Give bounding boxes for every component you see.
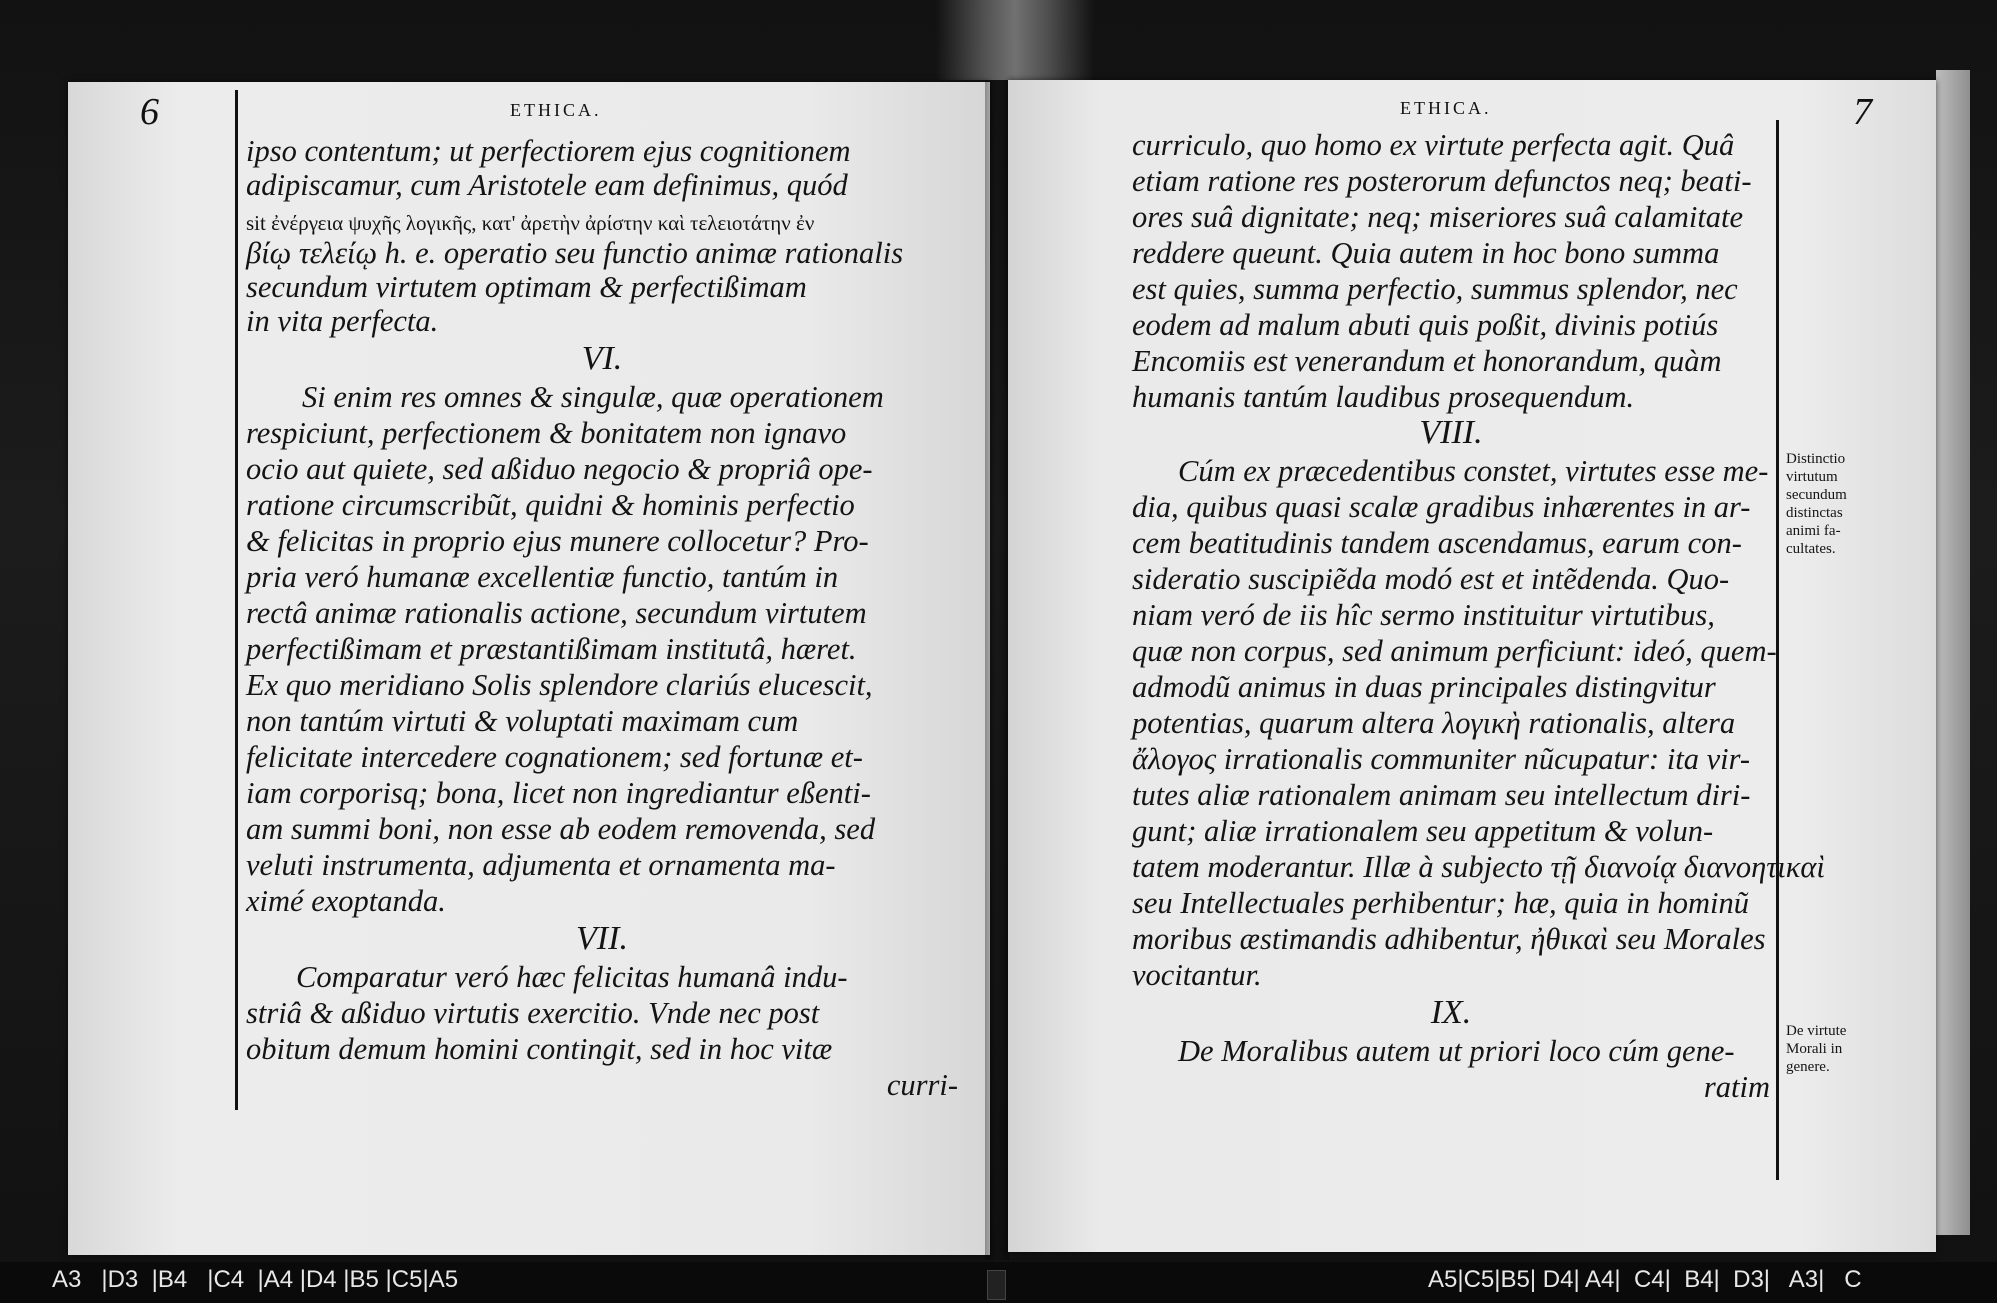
text-line: am summi boni, non esse ab eodem removenda, sed bbox=[246, 812, 876, 846]
text-line: Si enim res omnes & singulæ, quæ operationem bbox=[302, 380, 884, 414]
text-line: Ex quo meridiano Solis splendore clariús elucescit, bbox=[246, 668, 873, 702]
book-gutter bbox=[985, 80, 1009, 1260]
text-line: cem beatitudinis tandem ascendamus, earum con- bbox=[1132, 526, 1742, 560]
text-line: eodem ad malum abuti quis poßit, divinis potiús bbox=[1132, 308, 1719, 342]
text-line: striâ & aßiduo virtutis exercitio. Vnde nec post bbox=[246, 996, 820, 1030]
text-line: ipso contentum; ut perfectiorem ejus cognitionem bbox=[246, 134, 851, 168]
text-line: obitum demum homini contingit, sed in hoc vitæ bbox=[246, 1032, 833, 1066]
text-line: quæ non corpus, sed animum perficiunt: ideó, quem- bbox=[1132, 634, 1777, 668]
text-line: pria veró humanæ excellentiæ functio, tantúm in bbox=[246, 560, 839, 594]
film-labels-left: A3 |D3 |B4 |C4 |A4 |D4 |B5 |C5|A5 bbox=[52, 1266, 459, 1293]
text-line: ximé exoptanda. bbox=[246, 884, 446, 918]
text-line: seu Intellectuales perhibentur; hæ, quia in hominũ bbox=[1132, 886, 1749, 920]
text-line: felicitate intercedere cognationem; sed fortunæ et- bbox=[246, 740, 863, 774]
marginal-note: Distinctio virtutum secundum distinctas animi fa- cultates. bbox=[1786, 451, 1847, 557]
section-numeral: IX. bbox=[1430, 994, 1472, 1031]
text-line: moribus æstimandis adhibentur, ἠθικαὶ seu Morales bbox=[1132, 922, 1766, 956]
text-line: veluti instrumenta, adjumenta et ornamenta ma- bbox=[246, 848, 836, 882]
right-running-head: ETHICA. bbox=[1400, 98, 1492, 118]
text-line: humanis tantúm laudibus prosequendum. bbox=[1132, 380, 1635, 414]
catchword: ratim bbox=[1703, 1070, 1770, 1104]
text-line: ores suâ dignitate; neq; miseriores suâ calamitate bbox=[1132, 200, 1744, 234]
text-line: tutes aliæ rationalem animam seu intellectum diri- bbox=[1132, 778, 1751, 812]
film-labels-right: A5|C5|B5| D4| A4| C4| B4| D3| A3| C bbox=[1428, 1266, 1862, 1293]
section-numeral: VIII. bbox=[1419, 414, 1483, 451]
text-line: dia, quibus quasi scalæ gradibus inhærentes in ar- bbox=[1132, 490, 1751, 524]
text-line: iam corporisq; bona, licet non ingrediantur eßenti- bbox=[246, 776, 871, 810]
text-line: Cúm ex præcedentibus constet, virtutes esse me- bbox=[1178, 454, 1769, 488]
section-numeral: VII. bbox=[576, 920, 628, 957]
text-line: ratione circumscribũt, quidni & hominis perfectio bbox=[246, 488, 855, 522]
film-center-mark bbox=[987, 1270, 1006, 1300]
text-line: Comparatur veró hæc felicitas humanâ indu- bbox=[296, 960, 848, 994]
text-line: De Moralibus autem ut priori loco cúm gene- bbox=[1178, 1034, 1735, 1068]
text-line: secundum virtutem optimam & perfectißimam bbox=[246, 270, 807, 304]
text-line: respiciunt, perfectionem & bonitatem non ignavo bbox=[246, 416, 847, 450]
text-line: sit ἐνέργεια ψυχῆς λογικῆς, κατ' ἀρετὴν ἀρίστην καὶ τελειοτάτην ἐν bbox=[246, 211, 815, 235]
left-page bbox=[68, 82, 990, 1255]
left-page-number: 6 bbox=[140, 91, 159, 133]
right-page bbox=[1008, 80, 1936, 1252]
text-line: in vita perfecta. bbox=[246, 304, 439, 338]
left-running-head: ETHICA. bbox=[510, 100, 602, 120]
text-line: gunt; aliæ irrationalem seu appetitum & volun- bbox=[1132, 814, 1714, 848]
left-text-block bbox=[246, 134, 958, 1174]
marginal-note: De virtute Morali in genere. bbox=[1786, 1023, 1847, 1075]
text-line: niam veró de iis hîc sermo instituitur virtutibus, bbox=[1132, 598, 1715, 632]
left-margin-rule bbox=[235, 90, 238, 1110]
text-line: adipiscamur, cum Aristotele eam definimus, quód bbox=[246, 168, 848, 202]
text-line: βίῳ τελείῳ h. e. operatio seu functio animæ rationalis bbox=[246, 236, 904, 270]
text-line: non tantúm virtuti & voluptati maximam cum bbox=[246, 704, 799, 738]
text-line: ἄλογος irrationalis communiter nũcupatur: ita vir- bbox=[1132, 742, 1751, 776]
text-line: curriculo, quo homo ex virtute perfecta agit. Quâ bbox=[1132, 128, 1735, 162]
catchword: curri- bbox=[886, 1068, 958, 1102]
text-line: ocio aut quiete, sed aßiduo negocio & propriâ ope- bbox=[246, 452, 873, 486]
scanner-light-reflection bbox=[935, 0, 1095, 80]
text-line: rectâ animæ rationalis actione, secundum virtutem bbox=[246, 596, 867, 630]
text-line: Encomiis est venerandum et honorandum, quàm bbox=[1132, 344, 1722, 378]
text-line: vocitantur. bbox=[1132, 958, 1262, 992]
text-line: perfectißimam et præstantißimam institutâ, hæret. bbox=[246, 632, 857, 666]
right-page-number: 7 bbox=[1853, 91, 1872, 133]
text-line: tatem moderantur. Illæ à subjecto τῇ διανοίᾳ διανοητικαὶ bbox=[1132, 850, 1825, 884]
text-line: & felicitas in proprio ejus munere collocetur? Pro- bbox=[246, 524, 869, 558]
text-line: admodũ animus in duas principales distingvitur bbox=[1132, 670, 1716, 704]
text-line: potentias, quarum altera λογικὴ rationalis, altera bbox=[1132, 706, 1736, 740]
text-line: est quies, summa perfectio, summus splendor, nec bbox=[1132, 272, 1738, 306]
text-line: etiam ratione res posterorum defunctos neq; beati- bbox=[1132, 164, 1752, 198]
text-line: sideratio suscipiẽda modó est et intẽdenda. Quo- bbox=[1132, 562, 1730, 596]
text-line: reddere queunt. Quia autem in hoc bono summa bbox=[1132, 236, 1720, 270]
section-numeral: VI. bbox=[581, 340, 623, 377]
book-page-edges bbox=[1936, 70, 1970, 1235]
